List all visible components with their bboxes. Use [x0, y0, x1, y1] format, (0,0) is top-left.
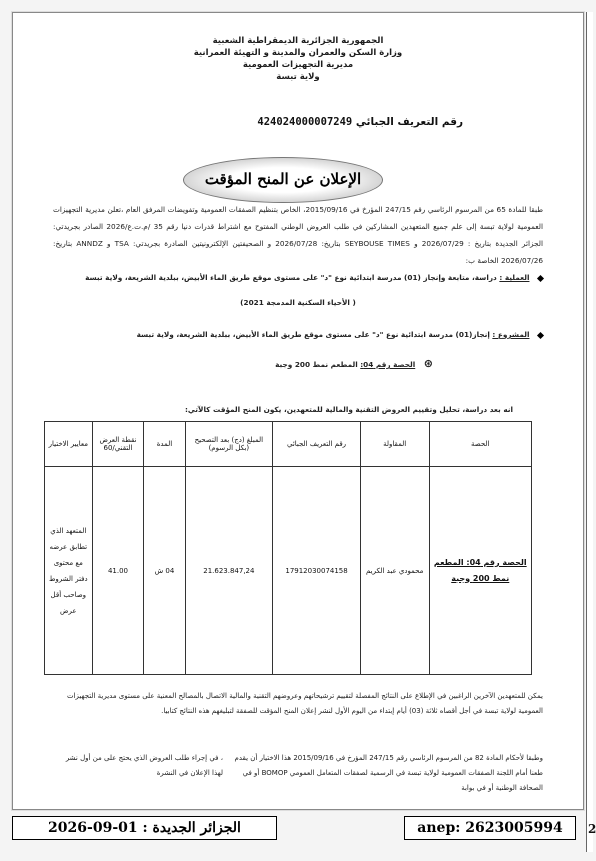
header-line-1: الجمهورية الجزائرية الديمقراطية الشعبية	[212, 36, 384, 46]
evaluation-line: انه بعد دراسة، تحليل وتقييم العروض التقنية والمالية للمتعهدين، يكون المنح المؤقت كالآتي:	[184, 405, 513, 414]
lot-bullet-icon: ⊛	[423, 357, 433, 370]
cell-criteria: المتعهد الذي تطابق عرضه مع محتوى دفتر الشروط وصاحب أقل عرض	[45, 467, 93, 675]
operation-label: العملية :	[499, 273, 530, 282]
lot-text: المطعم نمط 200 وجبة	[275, 360, 358, 369]
col-nif: رقم التعريف الجبائي	[273, 422, 361, 467]
results-table	[44, 421, 532, 675]
header-line-2: وزارة السكن والعمران والمدينة و التهيئة العمرانية	[193, 48, 403, 58]
col-lot: الحصة	[429, 422, 531, 467]
col-duration: المدة	[144, 422, 185, 467]
cell-lot: الحصة رقم 04: المطعم نمط 200 وجبة	[429, 467, 531, 675]
table-header-row	[45, 422, 532, 467]
lot-label: الحصة رقم 04:	[360, 360, 416, 369]
notice-paragraph-2: وطبقا لأحكام المادة 82 من المرسوم الرئاسي رقم 247/15 المؤرخ في 2015/09/16 هذا الاختيار أن يقدم طعنا أمام اللجنة الصفقات العمومية لولاية تبسة في الرسمية لصفقات المتعامل العمومي BOMOP أو في الصحافة الوطنية أو في بوابة	[234, 754, 543, 792]
project-text: إنجاز(01) مدرسة ابتدائية نوع "د" على مستوى موقع طريق الماء الأبيض، ببلدية الشريعة، ولاية تبسة	[136, 330, 490, 339]
header-block	[13, 35, 583, 83]
cell-score: 41.00	[92, 467, 144, 675]
operation-subtitle: ( الأحياء السكنية المدمجة 2021)	[240, 298, 356, 307]
header-line-3: مديرية التجهيزات العمومية	[242, 60, 354, 70]
announcement-sheet	[12, 12, 584, 810]
bullet-icon	[537, 274, 544, 281]
adjacent-page-text: 2	[588, 822, 596, 836]
operation-text: دراسة، متابعة وإنجاز (01) مدرسة ابتدائية نوع "د" على مستوى موقع طريق الماء الأبيض، ببلدية الشريعة، ولاية تبسة	[85, 273, 497, 282]
col-amount: المبلغ (دج) بعد التصحيح (بكل الرسوم)	[185, 422, 273, 467]
newspaper-date-box: الجزائر الجديدة : 01-09-2026	[12, 816, 277, 840]
tax-id-label: رقم التعريف الجبائي	[355, 116, 463, 128]
title-banner	[183, 157, 383, 203]
anep-reference-box: anep: 2623005994	[404, 816, 576, 840]
col-company: المقاولة	[360, 422, 429, 467]
page-title: الإعلان عن المنح المؤقت	[204, 170, 362, 188]
cell-nif: 17912030074158	[273, 467, 361, 675]
notice-paragraph-2-left: ، في إجراء طلب العروض الذي يحتج على من أول نشر لهذا الإعلان في النشرة	[65, 754, 223, 777]
adjacent-page-edge	[586, 12, 593, 852]
lot-line	[53, 355, 433, 373]
operation-line	[53, 269, 543, 286]
tax-id-line	[257, 116, 463, 128]
project-label: المشروع :	[492, 330, 530, 339]
notice-paragraph-1: يمكن للمتعهدين الآخرين الراغبين في الإطلاع على النتائج المفصلة لتقييم ترشيحاتهم وعروضهم التقنية والمالية الاتصال بالمصالح المعنية على مستوى مديرية التجهيزات العمومية لولاية تبسة في أجل أقصاه ثلاثة (03) أيام إبتداء من اليوم الأول لنشر إعلان المنح المؤقت للصفقة لتبليغهم هذه النتائج كتابيا.	[66, 692, 543, 715]
bullet-icon	[537, 331, 544, 338]
project-line	[53, 326, 543, 343]
header-line-4: ولاية تبسة	[276, 72, 320, 82]
col-criteria: معايير الاختيار	[45, 422, 93, 467]
intro-paragraph: طبقا للمادة 65 من المرسوم الرئاسي رقم 247/15 المؤرخ في 2015/09/16، الخاص بتنظيم الصفقات العمومية وتفويضات المرفق العام ،تعلن مديرية التجهيزات العمومية لولاية تبسة إلى علم جميع المتعهدين المشاركين في طلب العروض الوطني المفتوح مع اشتراط قدرات دنيا رقم 35 /م.ت.ع/2026 الصادر بجريدتي: الجزائر الجديدة بتاريخ : 2026/07/29 و SEYBOUSE TIMES بتاريخ: 2026/07/28 و الصحيفتين الإلكترونيتين الصادرة بجريدتي: TSA و ANNDZ بتاريخ: 2026/07/26 الخاصة ب:	[53, 205, 544, 265]
cell-duration: 04 ش	[144, 467, 185, 675]
col-score: نقطة العرض التقني/60	[92, 422, 144, 467]
table-row	[45, 467, 532, 675]
cell-amount: 21.623.847,24	[185, 467, 273, 675]
cell-company: محمودي عبد الكريم	[360, 467, 429, 675]
tax-id-value: 424024000007249	[257, 116, 353, 128]
